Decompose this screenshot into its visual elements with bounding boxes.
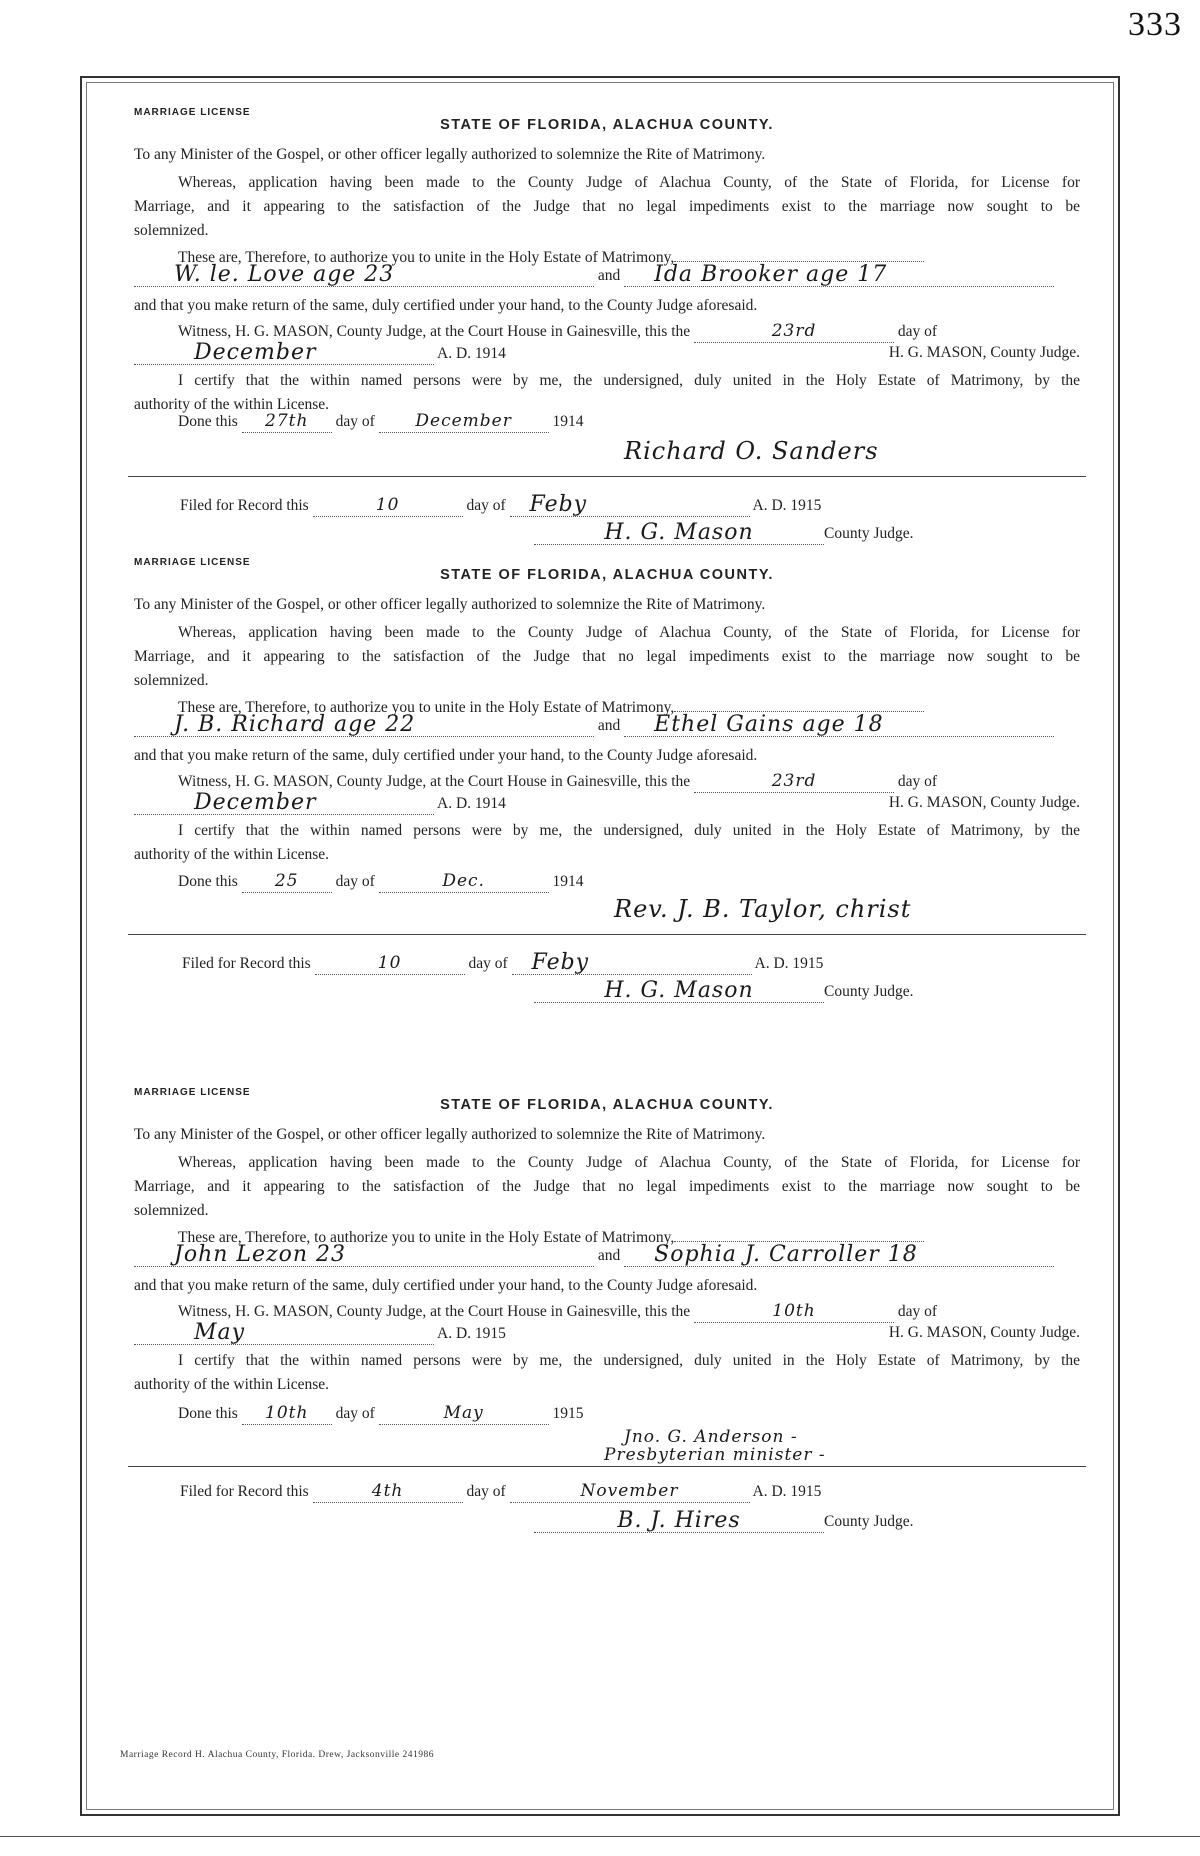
certify-line-2: authority of the within License. <box>134 396 329 413</box>
filed-text: Filed for Record this <box>180 1483 309 1500</box>
witness-text: Witness, H. G. MASON, County Judge, at the Court House in Gainesville, this the <box>178 323 691 340</box>
and-word: and <box>597 1247 621 1264</box>
done-day: 25 <box>242 870 332 893</box>
record-page-frame <box>80 76 1120 1816</box>
return-text: and that you make return of the same, duly certified under your hand, to the County Judge aforesaid. <box>134 1277 758 1294</box>
county-judge-text: County Judge. <box>824 1513 914 1530</box>
whereas-line-1: Whereas, application having been made to the County Judge of Alachua County, of the State of Florida, for License for <box>178 624 1080 641</box>
these-are-text: These are, Therefore, to authorize you to unite in the Holy Estate of Matrimony, <box>178 699 675 716</box>
done-this-text: Done this <box>178 873 238 890</box>
witness-date-line <box>134 1322 1080 1345</box>
done-year: 1914 <box>552 413 584 430</box>
witness-date-line <box>134 342 1080 365</box>
done-line <box>134 410 1080 433</box>
to-minister-text: To any Minister of the Gospel, or other officer legally authorized to solemnize the Rite of Matrimony. <box>134 596 766 613</box>
filed-month: Feby <box>510 494 750 517</box>
scan-edge-line <box>0 1836 1200 1837</box>
judge-line: H. G. MASON, County Judge. <box>888 794 1080 811</box>
separator-line <box>128 476 1086 477</box>
witness-day: 23rd <box>694 320 894 343</box>
license-label: MARRIAGE LICENSE <box>134 557 251 568</box>
ad-year: A. D. 1915 <box>437 1325 506 1342</box>
filed-ad: A. D. 1915 <box>752 497 822 514</box>
filed-month: November <box>510 1480 750 1503</box>
these-are-text: These are, Therefore, to authorize you to unite in the Holy Estate of Matrimony, <box>178 249 675 266</box>
done-year: 1914 <box>552 873 584 890</box>
license-label: MARRIAGE LICENSE <box>134 107 251 118</box>
filed-day: 10 <box>313 494 463 517</box>
day-of-text: day of <box>897 1303 938 1320</box>
and-word: and <box>597 267 621 284</box>
bride-name: Ida Brooker age 17 <box>624 264 1054 287</box>
return-text: and that you make return of the same, duly certified under your hand, to the County Judge aforesaid. <box>134 297 758 314</box>
certify-line-1: I certify that the within named persons were by me, the undersigned, duly united in the Holy Estate of Matrimony, by the <box>178 1352 1080 1369</box>
judge-line: H. G. MASON, County Judge. <box>888 1324 1080 1341</box>
whereas-line-3: solemnized. <box>134 1202 209 1219</box>
license-label: MARRIAGE LICENSE <box>134 1087 251 1098</box>
filed-judge-line <box>534 1510 1080 1533</box>
witness-month: December <box>134 342 434 365</box>
done-day: 10th <box>242 1402 332 1425</box>
filed-text: Filed for Record this <box>182 955 311 972</box>
whereas-line-2: Marriage, and it appearing to the satisfaction of the Judge that no legal impediments exist to the marriage now sought to be <box>134 198 1080 215</box>
whereas-line-1: Whereas, application having been made to the County Judge of Alachua County, of the State of Florida, for License for <box>178 174 1080 191</box>
witness-month: December <box>134 792 434 815</box>
filed-day: 4th <box>313 1480 463 1503</box>
done-this-text: Done this <box>178 1405 238 1422</box>
officiant-signature: Rev. J. B. Taylor, christ <box>614 895 912 923</box>
done-day-of-text: day of <box>335 873 375 890</box>
filed-ad: A. D. 1915 <box>752 1483 822 1500</box>
separator-line <box>128 1466 1086 1467</box>
filed-line <box>182 952 1080 975</box>
officiant-signature: Richard O. Sanders <box>624 437 879 465</box>
certify-line-2: authority of the within License. <box>134 846 329 863</box>
groom-name: John Lezon 23 <box>134 1244 594 1267</box>
witness-text: Witness, H. G. MASON, County Judge, at the Court House in Gainesville, this the <box>178 773 691 790</box>
these-are-text: These are, Therefore, to authorize you to unite in the Holy Estate of Matrimony, <box>178 1229 675 1246</box>
ad-year: A. D. 1914 <box>437 795 506 812</box>
groom-name: W. le. Love age 23 <box>134 264 594 287</box>
certify-line-1: I certify that the within named persons were by me, the undersigned, duly united in the Holy Estate of Matrimony, by the <box>178 372 1080 389</box>
page-number: 333 <box>1128 6 1182 43</box>
whereas-line-1: Whereas, application having been made to the County Judge of Alachua County, of the State of Florida, for License for <box>178 1154 1080 1171</box>
whereas-line-3: solemnized. <box>134 672 209 689</box>
license-title: STATE OF FLORIDA, ALACHUA COUNTY. <box>440 117 774 133</box>
whereas-line-2: Marriage, and it appearing to the satisfaction of the Judge that no legal impediments exist to the marriage now sought to be <box>134 648 1080 665</box>
to-minister-text: To any Minister of the Gospel, or other officer legally authorized to solemnize the Rite of Matrimony. <box>134 146 766 163</box>
license-title: STATE OF FLORIDA, ALACHUA COUNTY. <box>440 567 774 583</box>
filed-signature: H. G. Mason <box>534 980 824 1003</box>
day-of-text: day of <box>897 773 938 790</box>
done-day-of-text: day of <box>335 413 375 430</box>
done-line <box>134 870 1080 893</box>
witness-date-line <box>134 792 1080 815</box>
done-day: 27th <box>242 410 332 433</box>
judge-line: H. G. MASON, County Judge. <box>888 344 1080 361</box>
parties-line <box>134 264 1080 287</box>
filed-signature: H. G. Mason <box>534 522 824 545</box>
done-line <box>134 1402 1080 1425</box>
filed-line <box>180 494 1080 517</box>
officiant-signature: Jno. G. Anderson - <box>624 1427 798 1447</box>
and-word: and <box>597 717 621 734</box>
done-month: May <box>379 1402 549 1425</box>
whereas-line-3: solemnized. <box>134 222 209 239</box>
done-month: Dec. <box>379 870 549 893</box>
officiant-signature-2: Presbyterian minister - <box>604 1445 826 1465</box>
done-day-of-text: day of <box>335 1405 375 1422</box>
printer-footer: Marriage Record H. Alachua County, Florida. Drew, Jacksonville 241986 <box>120 1750 434 1760</box>
filed-day: 10 <box>315 952 465 975</box>
parties-line <box>134 714 1080 737</box>
to-minister-text: To any Minister of the Gospel, or other officer legally authorized to solemnize the Rite of Matrimony. <box>134 1126 766 1143</box>
filed-line <box>180 1480 1080 1503</box>
witness-day: 23rd <box>694 770 894 793</box>
separator-line <box>128 934 1086 935</box>
ad-year: A. D. 1914 <box>437 345 506 362</box>
filed-signature: B. J. Hires <box>534 1510 824 1533</box>
witness-month: May <box>134 1322 434 1345</box>
bride-name: Sophia J. Carroller 18 <box>624 1244 1054 1267</box>
filed-month: Feby <box>512 952 752 975</box>
parties-line <box>134 1244 1080 1267</box>
done-year: 1915 <box>552 1405 584 1422</box>
witness-day: 10th <box>694 1300 894 1323</box>
license-title: STATE OF FLORIDA, ALACHUA COUNTY. <box>440 1097 774 1113</box>
day-of-text: day of <box>897 323 938 340</box>
certify-line-1: I certify that the within named persons were by me, the undersigned, duly united in the Holy Estate of Matrimony, by the <box>178 822 1080 839</box>
filed-day-of-text: day of <box>466 497 506 514</box>
county-judge-text: County Judge. <box>824 983 914 1000</box>
county-judge-text: County Judge. <box>824 525 914 542</box>
bride-name: Ethel Gains age 18 <box>624 714 1054 737</box>
witness-line <box>134 1300 1080 1323</box>
return-text: and that you make return of the same, duly certified under your hand, to the County Judge aforesaid. <box>134 747 758 764</box>
certify-line-2: authority of the within License. <box>134 1376 329 1393</box>
filed-ad: A. D. 1915 <box>754 955 824 972</box>
filed-day-of-text: day of <box>466 1483 506 1500</box>
groom-name: J. B. Richard age 22 <box>134 714 594 737</box>
witness-text: Witness, H. G. MASON, County Judge, at the Court House in Gainesville, this the <box>178 1303 691 1320</box>
filed-day-of-text: day of <box>468 955 508 972</box>
filed-judge-line <box>534 980 1080 1003</box>
done-month: December <box>379 410 549 433</box>
done-this-text: Done this <box>178 413 238 430</box>
whereas-line-2: Marriage, and it appearing to the satisfaction of the Judge that no legal impediments exist to the marriage now sought to be <box>134 1178 1080 1195</box>
filed-judge-line <box>534 522 1080 545</box>
filed-text: Filed for Record this <box>180 497 309 514</box>
